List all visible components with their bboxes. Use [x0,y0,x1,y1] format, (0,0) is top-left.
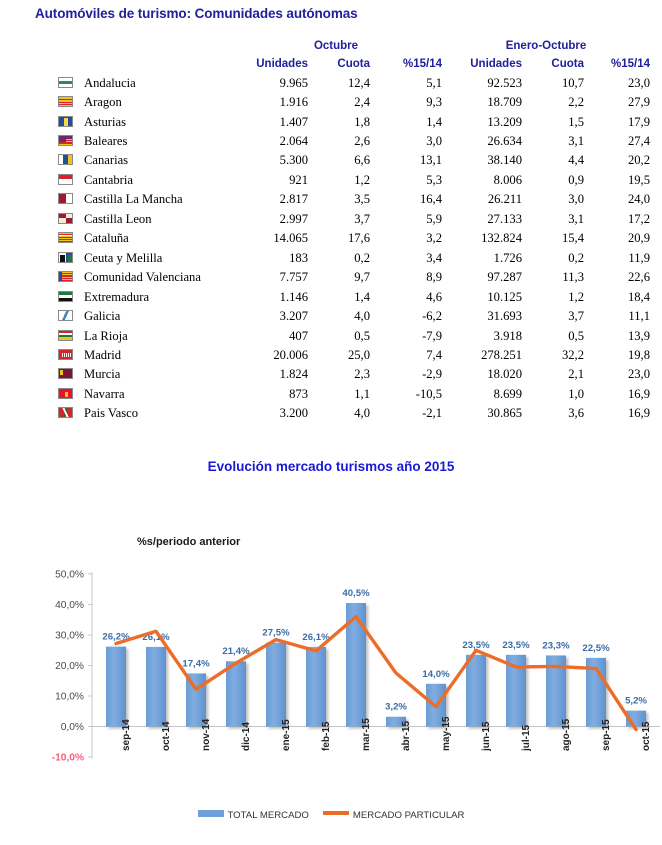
region-name: Navarra [84,386,125,401]
table-row [12,404,650,423]
cell-ytd-var: 24,0 [627,192,650,207]
flag-castilla-la-mancha-icon [58,193,73,204]
chart-subtitle: %s/periodo anterior [137,536,241,548]
region-name: La Rioja [84,328,128,343]
region-flag-cell [12,268,80,287]
bar-value-label: 26,2% [102,631,130,643]
flag-extremadura-icon [58,291,73,302]
region-name: Canarias [84,153,129,168]
flag-cantabria-icon [58,174,73,185]
cell-ytd-cuota: 1,0 [568,386,584,401]
bar-value-label: 40,5% [342,587,370,599]
cell-oct-cuota: 17,6 [347,231,370,246]
table-row [12,327,650,346]
cell-ytd-unidades: 8.699 [493,386,522,401]
region-name: Cataluña [84,231,129,246]
cell-oct-var: -10,5 [415,386,442,401]
cell-oct-cuota: 3,7 [354,211,370,226]
cell-oct-unidades: 1.407 [279,114,308,129]
region-name: Extremadura [84,289,150,304]
bar-value-label: 23,3% [542,640,570,652]
cell-ytd-var: 16,9 [627,406,650,421]
x-axis-tick-label: abr-15 [400,720,412,751]
chart-bar [266,643,286,727]
table-row [12,249,650,268]
spacer-cell [80,38,230,56]
regions-table [12,38,650,424]
flag-galicia-icon [58,310,73,321]
region-name: Comunidad Valenciana [84,270,201,285]
cell-oct-var: 5,1 [426,75,442,90]
region-name: Cantabria [84,172,133,187]
cell-ytd-cuota: 15,4 [561,231,584,246]
regions-table-container [0,38,662,424]
cell-oct-var: 13,1 [419,153,442,168]
cell-oct-cuota: 2,6 [354,133,370,148]
x-axis-tick-label: mar-15 [360,717,372,751]
cell-oct-unidades: 183 [289,250,308,265]
x-axis-tick-label: oct-15 [640,721,652,751]
col-header-oct-unidades: Unidades [256,57,308,70]
chart-legend [0,810,662,821]
cell-oct-cuota: 3,5 [354,192,370,207]
cell-ytd-cuota: 11,3 [562,270,584,285]
table-row [12,132,650,151]
region-flag-cell [12,288,80,307]
cell-oct-unidades: 14.065 [273,231,308,246]
cell-ytd-unidades: 26.211 [487,192,522,207]
cell-ytd-var: 11,9 [628,250,650,265]
cell-ytd-unidades: 3.918 [493,328,522,343]
x-axis-tick-label: ago-15 [560,718,572,751]
cell-oct-cuota: 2,4 [354,95,370,110]
flag-ceuta-melilla-icon [58,252,73,263]
x-axis-tick-label: dic-14 [240,721,252,751]
col-header-oct-cuota: Cuota [337,57,370,70]
col-header-ytd-cuota: Cuota [551,57,584,70]
group-header-enero-octubre: Enero-Octubre [505,40,587,52]
cell-ytd-var: 11,1 [628,309,650,324]
cell-ytd-unidades: 8.006 [493,172,522,187]
cell-oct-var: 9,3 [426,95,442,110]
cell-ytd-cuota: 1,2 [568,289,584,304]
cell-ytd-unidades: 30.865 [487,406,522,421]
cell-ytd-cuota: 1,5 [568,114,584,129]
region-name: Murcia [84,367,121,382]
cell-ytd-var: 22,6 [627,270,650,285]
cell-oct-unidades: 2.064 [279,133,308,148]
bar-value-label: 5,2% [625,695,647,707]
cell-ytd-var: 20,2 [627,153,650,168]
cell-oct-var: -2,1 [422,406,442,421]
bar-value-label: 22,5% [582,642,610,654]
table-row [12,74,650,93]
evolution-chart [0,566,662,840]
cell-oct-var: 7,4 [426,347,442,362]
y-axis-tick-label: 20,0% [55,661,84,673]
table-row [12,385,650,404]
cell-oct-unidades: 5.300 [279,153,308,168]
cell-oct-var: -2,9 [422,367,442,382]
region-flag-cell [12,113,80,132]
x-axis-tick-label: ene-15 [280,718,292,751]
region-name: Baleares [84,133,128,148]
region-flag-cell [12,365,80,384]
cell-oct-var: 8,9 [426,270,442,285]
cell-oct-cuota: 2,3 [354,367,370,382]
cell-oct-cuota: 6,6 [354,153,370,168]
table-column-header-row [12,56,650,74]
regions-table-body [12,74,650,424]
cell-oct-var: 4,6 [426,289,442,304]
cell-oct-var: -7,9 [422,328,442,343]
spacer-cell [12,38,80,56]
region-flag-cell [12,307,80,326]
y-axis-tick-label: 10,0% [55,691,84,703]
bar-value-label: 14,0% [422,668,450,680]
cell-ytd-var: 16,9 [627,386,650,401]
region-name: Madrid [84,347,122,362]
region-name: Ceuta y Melilla [84,250,163,265]
flag-aragon-icon [58,96,73,107]
cell-ytd-unidades: 31.693 [487,309,522,324]
cell-ytd-cuota: 0,9 [568,172,584,187]
table-row [12,346,650,365]
x-axis-tick-label: sep-14 [120,718,132,751]
x-axis-tick-label: sep-15 [600,718,612,751]
cell-ytd-unidades: 38.140 [487,153,522,168]
cell-ytd-unidades: 26.634 [487,133,522,148]
flag-comunidad-valenciana-icon [58,271,73,282]
table-row [12,171,650,190]
cell-oct-cuota: 0,5 [354,328,370,343]
cell-ytd-unidades: 132.824 [481,231,522,246]
cell-ytd-unidades: 10.125 [487,289,522,304]
cell-ytd-var: 17,2 [627,211,650,226]
cell-oct-var: 5,9 [426,211,442,226]
legend-label-total-mercado: TOTAL MERCADO [227,810,309,821]
cell-oct-cuota: 1,2 [354,172,370,187]
flag-castilla-leon-icon [58,213,73,224]
cell-ytd-cuota: 0,2 [568,250,584,265]
cell-ytd-var: 27,9 [627,95,650,110]
bar-value-label: 21,4% [222,646,250,658]
cell-ytd-var: 19,8 [627,347,650,362]
x-axis-tick-label: nov-14 [200,718,212,751]
cell-oct-unidades: 407 [289,328,308,343]
cell-oct-cuota: 1,8 [354,114,370,129]
cell-oct-cuota: 4,0 [354,309,370,324]
cell-oct-cuota: 25,0 [347,347,370,362]
y-axis-tick-label: 40,0% [55,600,84,612]
y-axis-tick-label: 50,0% [55,569,84,581]
region-name: Castilla Leon [84,211,152,226]
spacer-cell [80,56,230,74]
table-row [12,365,650,384]
chart-bar [106,647,126,727]
cell-ytd-cuota: 32,2 [561,347,584,362]
table-group-header-row [12,38,650,56]
cell-ytd-var: 23,0 [627,367,650,382]
cell-oct-var: 5,3 [426,172,442,187]
region-flag-cell [12,249,80,268]
table-row [12,93,650,112]
cell-oct-unidades: 1.916 [279,95,308,110]
cell-oct-unidades: 2.997 [279,211,308,226]
bar-value-label: 26,1% [142,631,170,643]
cell-oct-unidades: 3.200 [279,406,308,421]
flag-navarra-icon [58,388,73,399]
region-flag-cell [12,190,80,209]
region-flag-cell [12,327,80,346]
chart-title: Evolución mercado turismos año 2015 [207,459,455,474]
x-axis-tick-label: jun-15 [480,721,492,751]
cell-oct-var: 3,4 [426,250,442,265]
table-row [12,307,650,326]
y-axis-tick-label: 30,0% [55,630,84,642]
region-flag-cell [12,93,80,112]
flag-canarias-icon [58,154,73,165]
cell-ytd-cuota: 3,6 [568,406,584,421]
bar-value-label: 23,5% [462,639,490,651]
cell-oct-unidades: 1.146 [279,289,308,304]
spacer-cell [12,56,80,74]
cell-oct-unidades: 1.824 [279,367,308,382]
region-name: Aragon [84,95,122,110]
region-flag-cell [12,210,80,229]
region-flag-cell [12,346,80,365]
x-axis-tick-label: oct-14 [160,721,172,751]
chart-bar [306,647,326,727]
bar-value-label: 23,5% [502,639,530,651]
col-header-ytd-unidades: Unidades [470,57,522,70]
chart-bar [226,661,246,726]
flag-pais-vasco-icon [58,407,73,418]
legend-swatch-total-mercado [198,810,224,817]
cell-ytd-unidades: 18.020 [487,367,522,382]
cell-oct-cuota: 4,0 [354,406,370,421]
cell-oct-unidades: 2.817 [279,192,308,207]
cell-oct-cuota: 12,4 [347,75,370,90]
region-flag-cell [12,171,80,190]
cell-ytd-unidades: 278.251 [481,347,522,362]
bar-value-label: 3,2% [385,701,407,713]
cell-ytd-cuota: 3,0 [568,192,584,207]
flag-murcia-icon [58,368,73,379]
y-axis-tick-label: -10,0% [51,752,84,764]
cell-ytd-unidades: 92.523 [487,75,522,90]
flag-madrid-icon [58,349,73,360]
x-axis-tick-label: jul-15 [520,724,532,751]
region-name: Asturias [84,114,126,129]
region-name: Castilla La Mancha [84,192,183,207]
cell-ytd-cuota: 3,1 [568,133,584,148]
cell-ytd-var: 17,9 [627,114,650,129]
flag-baleares-icon [58,135,73,146]
cell-oct-unidades: 3.207 [279,309,308,324]
cell-oct-unidades: 921 [289,172,308,187]
cell-ytd-cuota: 2,1 [568,367,584,382]
bar-value-label: 26,1% [302,631,330,643]
region-name: Andalucia [84,75,136,90]
cell-ytd-var: 27,4 [627,133,650,148]
region-flag-cell [12,385,80,404]
col-header-ytd-var: %15/14 [610,57,650,70]
legend-label-mercado-particular: MERCADO PARTICULAR [352,810,465,821]
cell-oct-unidades: 7.757 [279,270,308,285]
cell-oct-var: 16,4 [419,192,442,207]
cell-ytd-unidades: 27.133 [487,211,522,226]
table-row [12,190,650,209]
cell-ytd-cuota: 3,7 [568,309,584,324]
flag-asturias-icon [58,116,73,127]
cell-ytd-unidades: 1.726 [493,250,522,265]
table-row [12,113,650,132]
cell-ytd-cuota: 10,7 [561,75,584,90]
cell-oct-unidades: 20.006 [273,347,308,362]
cell-ytd-cuota: 2,2 [568,95,584,110]
cell-ytd-cuota: 4,4 [568,153,584,168]
cell-oct-var: -6,2 [422,309,442,324]
cell-ytd-var: 13,9 [627,328,650,343]
cell-oct-cuota: 1,4 [354,289,370,304]
region-flag-cell [12,132,80,151]
table-row [12,229,650,248]
group-header-octubre: Octubre [313,40,359,52]
chart-bar [466,655,486,727]
table-row [12,210,650,229]
cell-ytd-var: 19,5 [627,172,650,187]
cell-oct-unidades: 9.965 [279,75,308,90]
cell-oct-cuota: 0,2 [354,250,370,265]
legend-swatch-mercado-particular [323,811,349,815]
table-row [12,268,650,287]
cell-oct-var: 1,4 [426,114,442,129]
cell-ytd-unidades: 18.709 [487,95,522,110]
col-header-oct-var: %15/14 [402,57,442,70]
region-name: Pais Vasco [84,406,138,421]
cell-oct-cuota: 9,7 [354,270,370,285]
chart-canvas [0,566,662,840]
region-flag-cell [12,229,80,248]
cell-ytd-cuota: 0,5 [568,328,584,343]
bar-value-label: 27,5% [262,627,290,639]
table-row [12,288,650,307]
cell-ytd-cuota: 3,1 [568,211,584,226]
flag-andalucia-icon [58,77,73,88]
flag-la-rioja-icon [58,330,73,341]
cell-oct-var: 3,2 [426,231,442,246]
chart-bar [146,647,166,727]
cell-oct-cuota: 1,1 [354,386,370,401]
flag-cataluna-icon [58,232,73,243]
region-flag-cell [12,151,80,170]
y-axis-tick-label: 0,0% [60,722,84,734]
cell-ytd-var: 20,9 [627,231,650,246]
cell-ytd-var: 23,0 [627,75,650,90]
page-title: Automóviles de turismo: Comunidades autónomas [35,6,358,21]
cell-ytd-unidades: 97.287 [487,270,522,285]
cell-oct-var: 3,0 [426,133,442,148]
x-axis-tick-label: may-15 [440,716,452,751]
bar-value-label: 17,4% [182,658,210,670]
cell-ytd-unidades: 13.209 [487,114,522,129]
region-flag-cell [12,74,80,93]
cell-oct-unidades: 873 [289,386,308,401]
region-name: Galicia [84,309,121,324]
table-row [12,151,650,170]
cell-ytd-var: 18,4 [627,289,650,304]
x-axis-tick-label: feb-15 [320,721,332,751]
region-flag-cell [12,404,80,423]
